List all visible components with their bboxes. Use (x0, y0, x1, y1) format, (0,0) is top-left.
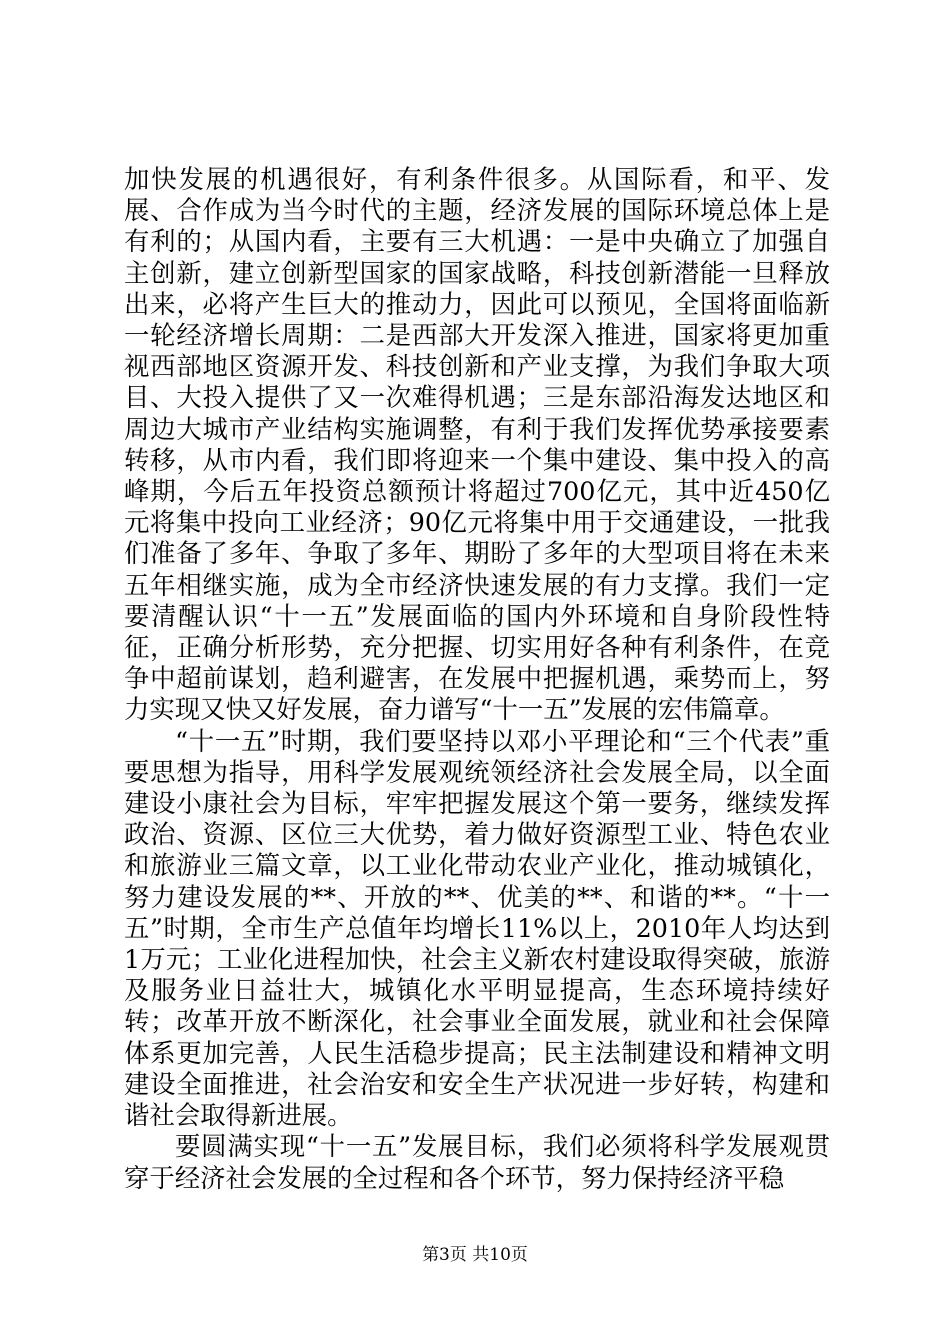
page-footer: 第3页 共10页 (422, 1245, 528, 1265)
paragraph-eleventh-five-year-guidance: “十一五”时期，我们要坚持以邓小平理论和“三个代表”重要思想为指导，用科学发展观统领经济社会发展全局，以全面建设小康社会为目标，牢牢把握发展这个第一要务，继续发挥政治、资源、区位三大优势，着力做好资源型工业、特色农业和旅游业三篇文章，以工业化带动农业产业化，推动城镇化，努力建设发展的**、开放的**、优美的**、和谐的**。“十一五”时期，全市生产总值年均增长11%以上，2010年人均达到1万元；工业化进程加快，社会主义新农村建设取得突破，旅游及服务业日益壮大，城镇化水平明显提高，生态环境持续好转；改革开放不断深化，社会事业全面发展，就业和社会保障体系更加完善，人民生活稳步提高；民主法制建设和精神文明建设全面推进，社会治安和安全生产状况进一步好转，构建和谐社会取得新进展。 (124, 725, 830, 1131)
document-body (124, 164, 830, 1194)
paragraph-development-goals: 要圆满实现“十一五”发展目标，我们必须将科学发展观贯穿于经济社会发展的全过程和各个环节，努力保持经济平稳 (124, 1131, 830, 1193)
paragraph-opportunities: 加快发展的机遇很好，有利条件很多。从国际看，和平、发展、合作成为当今时代的主题，经济发展的国际环境总体上是有利的；从国内看，主要有三大机遇：一是中央确立了加强自主创新，建立创新型国家的国家战略，科技创新潜能一旦释放出来，必将产生巨大的推动力，因此可以预见，全国将面临新一轮经济增长周期：二是西部大开发深入推进，国家将更加重视西部地区资源开发、科技创新和产业支撑，为我们争取大项目、大投入提供了又一次难得机遇；三是东部沿海发达地区和周边大城市产业结构实施调整，有利于我们发挥优势承接要素转移，从市内看，我们即将迎来一个集中建设、集中投入的高峰期，今后五年投资总额预计将超过700亿元，其中近450亿元将集中投向工业经济；90亿元将集中用于交通建设，一批我们准备了多年、争取了多年、期盼了多年的大型项目将在未来五年相继实施，成为全市经济快速发展的有力支撑。我们一定要清醒认识“十一五”发展面临的国内外环境和自身阶段性特征，正确分析形势，充分把握、切实用好各种有利条件，在竞争中超前谋划，趋利避害，在发展中把握机遇，乘势而上，努力实现又快又好发展，奋力谱写“十一五”发展的宏伟篇章。 (124, 164, 830, 725)
